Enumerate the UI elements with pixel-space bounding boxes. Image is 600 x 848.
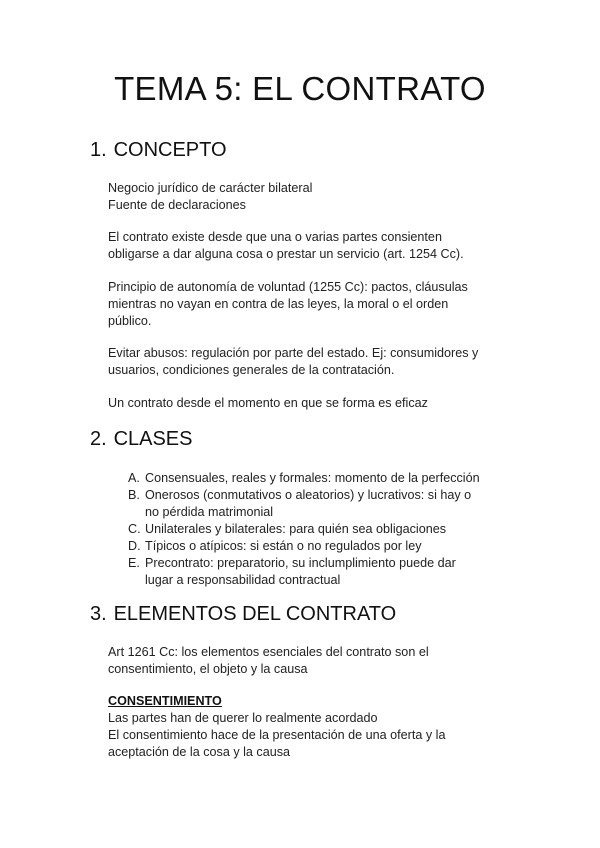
- text-line: Precontrato: preparatorio, su inclumplimiento puede dar: [145, 556, 456, 570]
- list-item: [108, 487, 538, 521]
- text-line: Onerosos (conmutativos o aleatorios) y lucrativos: si hay o: [145, 488, 472, 502]
- text-line: El consentimiento hace de la presentación de una oferta y la: [108, 728, 446, 742]
- paragraph: [108, 180, 538, 214]
- section-heading-clases: [90, 428, 193, 451]
- page-title: TEMA 5: EL CONTRATO: [114, 70, 486, 107]
- list-marker: E.: [128, 556, 140, 570]
- paragraph: [108, 345, 538, 379]
- list-item: [108, 470, 538, 487]
- text-line: Las partes han de querer lo realmente acordado: [108, 711, 378, 725]
- text-line: Art 1261 Cc: los elementos esenciales del contrato son el: [108, 645, 429, 659]
- section-title: CONCEPTO: [113, 139, 227, 161]
- list-item: [108, 538, 538, 555]
- text-line: Fuente de declaraciones: [108, 198, 246, 212]
- paragraph: [108, 710, 538, 761]
- text-line: Consensuales, reales y formales: momento de la perfección: [145, 471, 480, 485]
- list-item: [108, 521, 538, 538]
- text-line: Típicos o atípicos: si están o no regulados por ley: [145, 539, 422, 553]
- section-number: 1.: [90, 139, 107, 161]
- text-line: aceptación de la cosa y la causa: [108, 745, 291, 759]
- text-line: Negocio jurídico de carácter bilateral: [108, 181, 313, 195]
- text-line: usuarios, condiciones generales de la contratación.: [108, 363, 395, 377]
- section-title: ELEMENTOS DEL CONTRATO: [113, 603, 397, 625]
- paragraph: [108, 279, 538, 330]
- section-number: 3.: [90, 603, 107, 625]
- paragraph: [108, 395, 538, 412]
- text-line: lugar a responsabilidad contractual: [145, 573, 341, 587]
- list-marker: D.: [128, 539, 141, 553]
- text-line: Unilaterales y bilaterales: para quién sea obligaciones: [145, 522, 447, 536]
- paragraph: [108, 229, 538, 263]
- list-marker: A.: [128, 471, 140, 485]
- text-line: público.: [108, 314, 152, 328]
- section-heading-elementos: [90, 603, 396, 626]
- text-line: Evitar abusos: regulación por parte del estado. Ej: consumidores y: [108, 346, 479, 360]
- list-item: [108, 555, 538, 589]
- text-line: Principio de autonomía de voluntad (1255 Cc): pactos, cláusulas: [108, 280, 468, 294]
- subheading-consentimiento: CONSENTIMIENTO: [108, 694, 222, 708]
- text-line: El contrato existe desde que una o varias partes consienten: [108, 230, 442, 244]
- text-line: consentimiento, el objeto y la causa: [108, 662, 308, 676]
- list-marker: C.: [128, 522, 141, 536]
- text-line: obligarse a dar alguna cosa o prestar un servicio (art. 1254 Cc).: [108, 247, 464, 261]
- clases-list: [108, 470, 538, 589]
- text-line: Un contrato desde el momento en que se forma es eficaz: [108, 396, 428, 410]
- section-title: CLASES: [113, 428, 193, 450]
- paragraph: [108, 644, 538, 678]
- section-heading-concepto: [90, 139, 227, 162]
- section-number: 2.: [90, 428, 107, 450]
- text-line: no pérdida matrimonial: [145, 505, 274, 519]
- list-marker: B.: [128, 488, 140, 502]
- text-line: mientras no vayan en contra de las leyes, la moral o el orden: [108, 297, 449, 311]
